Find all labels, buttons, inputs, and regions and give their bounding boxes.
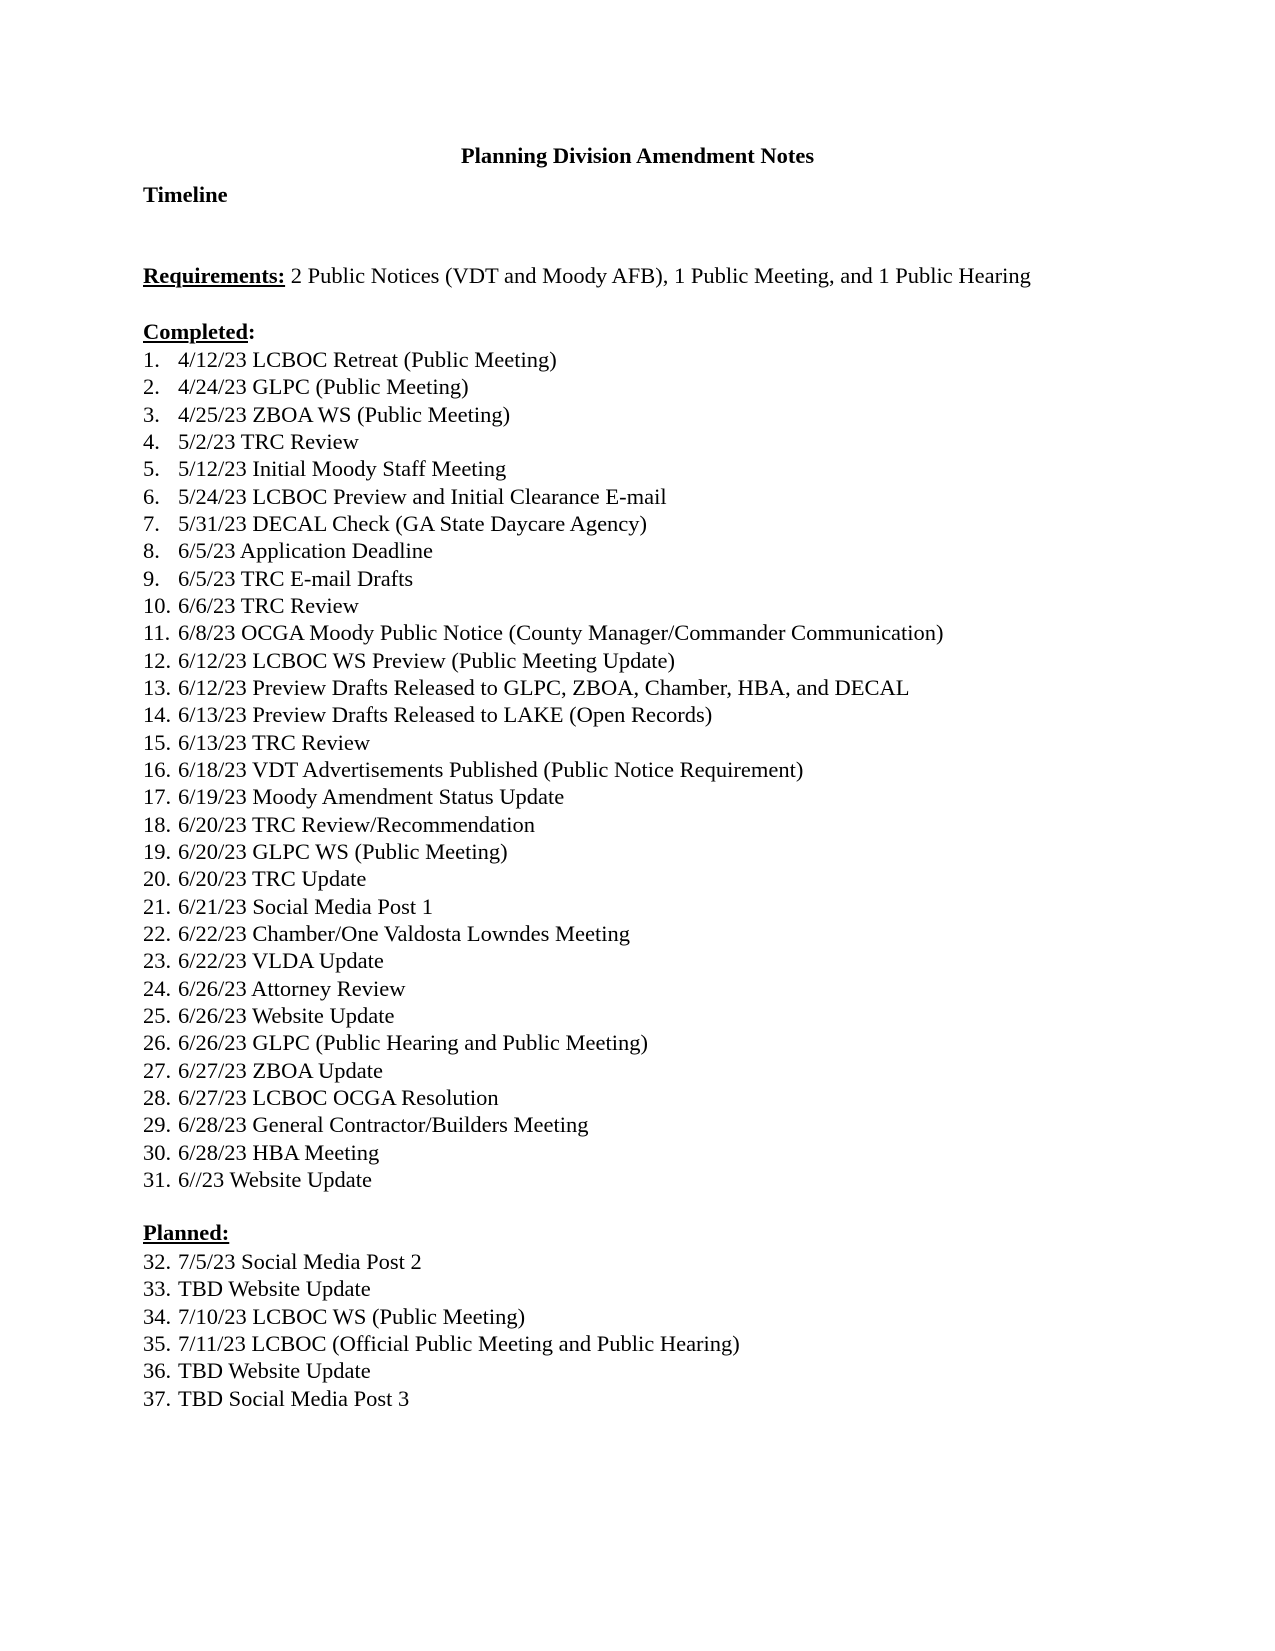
- list-item-text: 6/22/23 Chamber/One Valdosta Lowndes Meeting: [178, 920, 631, 946]
- list-item-number: 19.: [143, 838, 172, 864]
- list-item: [143, 674, 944, 701]
- list-item: [143, 1057, 944, 1084]
- list-item-text: 6/20/23 GLPC WS (Public Meeting): [178, 838, 508, 864]
- list-item-number: 33.: [143, 1276, 172, 1302]
- requirements-line: [143, 263, 1031, 289]
- list-item-number: 3.: [143, 401, 160, 427]
- list-item-text: 6/5/23 Application Deadline: [178, 538, 433, 564]
- list-item-text: 5/31/23 DECAL Check (GA State Daycare Agency): [178, 510, 648, 536]
- list-item: [143, 401, 944, 428]
- list-item: [143, 838, 944, 865]
- list-item-number: 37.: [143, 1385, 172, 1411]
- requirements-text: 2 Public Notices (VDT and Moody AFB), 1 Public Meeting, and 1 Public Hearing: [285, 263, 1031, 288]
- list-item-number: 6.: [143, 483, 160, 509]
- list-item: [143, 537, 944, 564]
- list-item: [143, 1357, 740, 1384]
- list-item-number: 14.: [143, 702, 172, 728]
- list-item: [143, 783, 944, 810]
- list-item-text: 5/12/23 Initial Moody Staff Meeting: [178, 456, 507, 482]
- list-item-number: 22.: [143, 920, 172, 946]
- list-item-text: 6/8/23 OCGA Moody Public Notice (County Manager/Commander Communication): [178, 620, 944, 646]
- page-title: Planning Division Amendment Notes: [460, 143, 815, 168]
- list-item: [143, 1248, 740, 1275]
- list-item-text: TBD Social Media Post 3: [178, 1385, 410, 1411]
- list-item-number: 13.: [143, 674, 172, 700]
- list-item-number: 24.: [143, 975, 172, 1001]
- list-item: [143, 1330, 740, 1357]
- list-item-text: 4/24/23 GLPC (Public Meeting): [178, 374, 469, 400]
- list-item-text: 7/11/23 LCBOC (Official Public Meeting and Public Hearing): [178, 1330, 740, 1356]
- list-item: [143, 428, 944, 455]
- list-item-text: 5/2/23 TRC Review: [178, 428, 359, 454]
- list-item: [143, 1002, 944, 1029]
- list-item-number: 32.: [143, 1249, 172, 1274]
- list-item-number: 10.: [143, 592, 172, 618]
- list-item-text: 6/27/23 ZBOA Update: [178, 1057, 383, 1083]
- list-item: [143, 619, 944, 646]
- list-item-text: 7/10/23 LCBOC WS (Public Meeting): [178, 1303, 526, 1329]
- list-item-number: 17.: [143, 784, 172, 810]
- list-item: [143, 455, 944, 482]
- list-item: [143, 1111, 944, 1138]
- list-item: [143, 811, 944, 838]
- list-item-text: 6/6/23 TRC Review: [178, 592, 359, 618]
- list-item-text: 6/26/23 Attorney Review: [178, 975, 406, 1001]
- list-item-number: 12.: [143, 647, 172, 673]
- list-item-text: 5/24/23 LCBOC Preview and Initial Clearance E-mail: [178, 483, 667, 509]
- planned-heading: [143, 1220, 229, 1246]
- list-item: [143, 1166, 944, 1193]
- list-item: [143, 1385, 740, 1412]
- list-item-number: 5.: [143, 456, 160, 482]
- list-item-text: 6/28/23 General Contractor/Builders Meeting: [178, 1112, 589, 1138]
- list-item: [143, 483, 944, 510]
- list-item-text: 6/13/23 TRC Review: [178, 729, 371, 755]
- list-item: [143, 893, 944, 920]
- list-item-text: 6/22/23 VLDA Update: [178, 948, 384, 974]
- list-item-text: TBD Website Update: [178, 1358, 371, 1384]
- list-item-number: 16.: [143, 756, 172, 782]
- list-item: [143, 647, 944, 674]
- list-item-number: 18.: [143, 811, 172, 837]
- list-item-number: 11.: [143, 620, 171, 646]
- list-item-text: 7/5/23 Social Media Post 2: [178, 1249, 422, 1274]
- list-item-text: 4/12/23 LCBOC Retreat (Public Meeting): [178, 347, 557, 372]
- list-item-text: 6/19/23 Moody Amendment Status Update: [178, 784, 565, 810]
- list-item-text: 6/21/23 Social Media Post 1: [178, 893, 433, 919]
- list-item-number: 36.: [143, 1358, 172, 1384]
- list-item-number: 30.: [143, 1139, 172, 1165]
- list-item-number: 2.: [143, 374, 160, 400]
- list-item: [143, 510, 944, 537]
- list-item-text: 6/27/23 LCBOC OCGA Resolution: [178, 1084, 499, 1110]
- planned-label: Planned:: [143, 1220, 230, 1245]
- list-item-number: 25.: [143, 1002, 172, 1028]
- completed-list: [143, 346, 944, 1193]
- list-item-text: 6/26/23 Website Update: [178, 1002, 395, 1028]
- list-item-number: 20.: [143, 866, 172, 892]
- list-item: [143, 346, 944, 373]
- list-item-number: 15.: [143, 729, 172, 755]
- list-item: [143, 592, 944, 619]
- completed-heading: [143, 319, 256, 345]
- list-item: [143, 1303, 740, 1330]
- list-item: [143, 865, 944, 892]
- list-item-number: 35.: [143, 1330, 172, 1356]
- list-item: [143, 756, 944, 783]
- list-item: [143, 729, 944, 756]
- list-item-number: 8.: [143, 538, 160, 564]
- list-item-number: 9.: [143, 565, 160, 591]
- planned-list: [143, 1248, 740, 1412]
- list-item-text: 6/20/23 TRC Review/Recommendation: [178, 811, 536, 837]
- list-item-text: 6/12/23 LCBOC WS Preview (Public Meeting Update): [178, 647, 676, 673]
- list-item-text: TBD Website Update: [178, 1276, 371, 1302]
- list-item: [143, 947, 944, 974]
- list-item-number: 4.: [143, 428, 160, 454]
- list-item-number: 21.: [143, 893, 172, 919]
- list-item-text: 6/28/23 HBA Meeting: [178, 1139, 380, 1165]
- list-item-number: 23.: [143, 948, 172, 974]
- list-item: [143, 975, 944, 1002]
- list-item: [143, 1139, 944, 1166]
- list-item-text: 6/18/23 VDT Advertisements Published (Public Notice Requirement): [178, 756, 804, 782]
- list-item-text: 6/5/23 TRC E-mail Drafts: [178, 565, 414, 591]
- list-item: [143, 565, 944, 592]
- requirements-label: Requirements:: [143, 263, 286, 288]
- list-item-number: 7.: [143, 510, 160, 536]
- list-item-number: 28.: [143, 1084, 172, 1110]
- list-item-number: 27.: [143, 1057, 172, 1083]
- list-item: [143, 920, 944, 947]
- list-item-number: 34.: [143, 1303, 172, 1329]
- list-item: [143, 701, 944, 728]
- list-item: [143, 373, 944, 400]
- list-item-text: 6/12/23 Preview Drafts Released to GLPC, ZBOA, Chamber, HBA, and DECAL: [178, 674, 910, 700]
- list-item: [143, 1084, 944, 1111]
- list-item-text: 4/25/23 ZBOA WS (Public Meeting): [178, 401, 511, 427]
- completed-label: Completed: [143, 319, 248, 344]
- completed-colon: :: [248, 319, 256, 344]
- list-item-number: 29.: [143, 1112, 172, 1138]
- list-item-number: 1.: [143, 347, 160, 372]
- list-item-number: 31.: [143, 1166, 172, 1192]
- section-heading-timeline: Timeline: [143, 182, 228, 207]
- list-item-text: 6/20/23 TRC Update: [178, 866, 367, 892]
- list-item-text: 6/26/23 GLPC (Public Hearing and Public Meeting): [178, 1030, 648, 1056]
- list-item-text: 6//23 Website Update: [178, 1166, 372, 1192]
- list-item: [143, 1029, 944, 1056]
- list-item-text: 6/13/23 Preview Drafts Released to LAKE (Open Records): [178, 702, 713, 728]
- list-item-number: 26.: [143, 1030, 172, 1056]
- list-item: [143, 1275, 740, 1302]
